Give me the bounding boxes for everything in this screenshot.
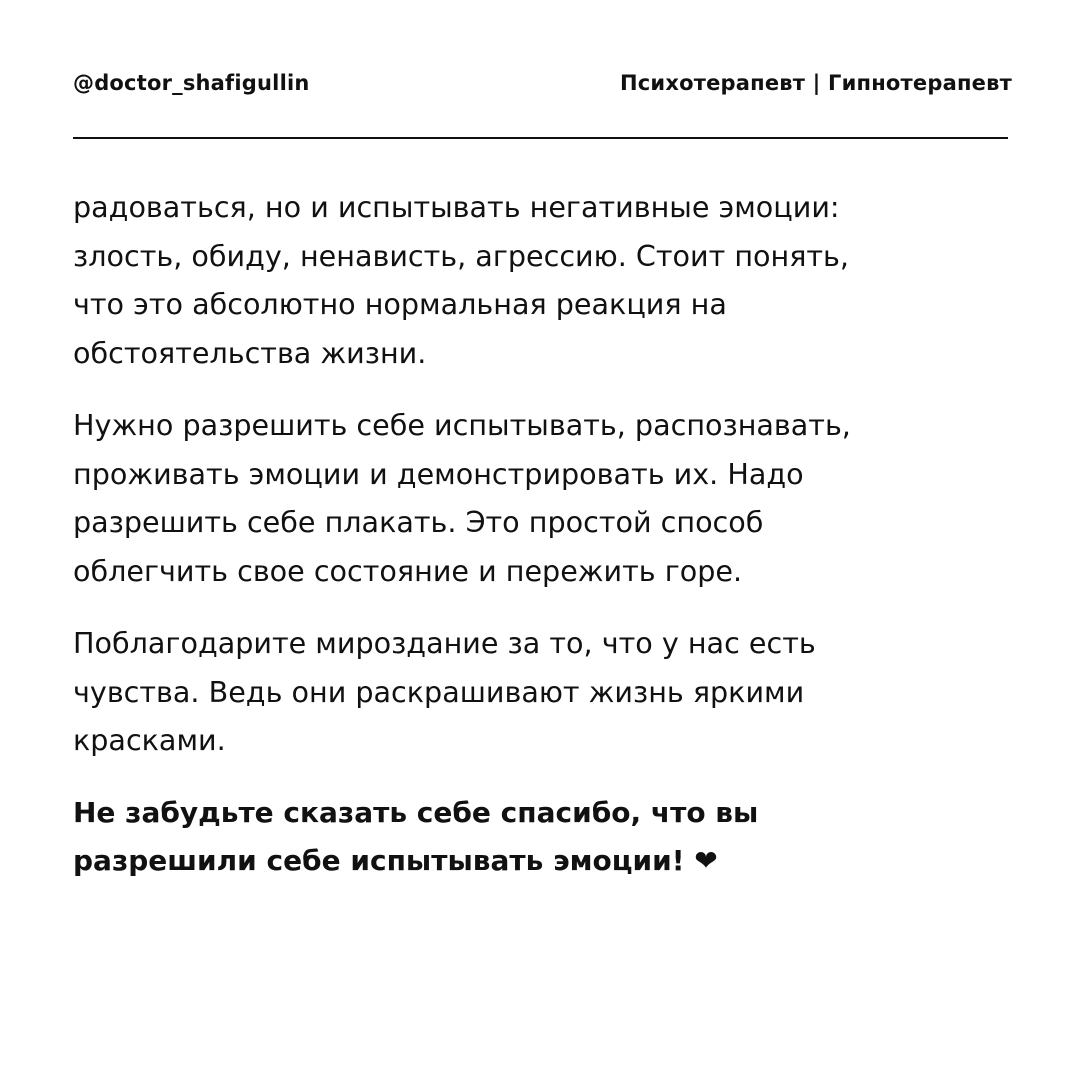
- text-line: обстоятельства жизни.: [73, 335, 427, 370]
- text-line: разрешить себе плакать. Это простой способ: [73, 505, 764, 539]
- author-handle: @doctor_shafigullin: [73, 71, 310, 95]
- text-line: радоваться, но и испытывать негативные эмоции:: [73, 190, 840, 224]
- header-divider: [73, 137, 1008, 139]
- paragraph-emotions-normal: [73, 183, 1033, 377]
- text-line: облегчить свое состояние и пережить горе.: [73, 553, 743, 588]
- text-line: Не забудьте сказать себе спасибо, что вы: [73, 795, 759, 829]
- text-line: злость, обиду, ненависть, агрессию. Стоит понять,: [73, 238, 849, 273]
- text-line: Нужно разрешить себе испытывать, распознавать,: [73, 408, 851, 442]
- page-header: [73, 66, 1012, 100]
- text-line: разрешили себе испытывать эмоции! ❤: [73, 844, 718, 877]
- paragraph-closing-emphasis: [73, 789, 1033, 886]
- text-line: чувства. Ведь они раскрашивают жизнь яркими: [73, 674, 805, 709]
- text-line: красками.: [73, 723, 226, 757]
- paragraph-gratitude: [73, 619, 1033, 765]
- article-body: [73, 183, 1033, 910]
- text-line: проживать эмоции и демонстрировать их. Надо: [73, 456, 804, 491]
- author-profession: Психотерапевт | Гипнотерапевт: [619, 71, 1012, 95]
- paragraph-allow-emotions: [73, 401, 1033, 595]
- text-line: Поблагодарите мироздание за то, что у нас есть: [73, 626, 816, 660]
- text-line: что это абсолютно нормальная реакция на: [73, 287, 727, 321]
